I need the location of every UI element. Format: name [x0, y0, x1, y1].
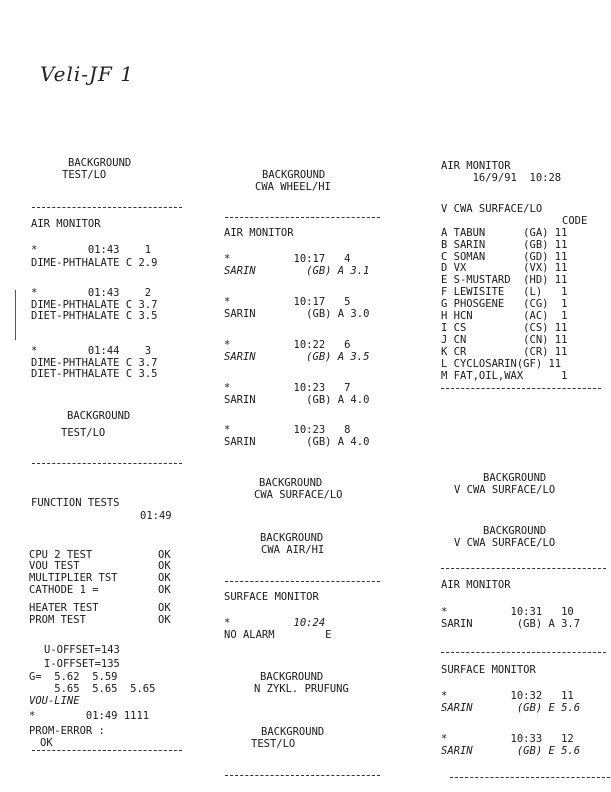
surface-monitor-entry-1-time: * 10:32 11 — [441, 690, 574, 702]
divider — [225, 775, 380, 776]
u-offset: U-OFFSET=143 — [44, 644, 120, 656]
function-tests-title: FUNCTION TESTS — [31, 497, 120, 509]
agent-row: D VX (VX) 11 — [441, 262, 568, 274]
surface-monitor-status: NO ALARM E — [224, 629, 332, 641]
entry-agent: SARIN (GB) A 3.1 — [224, 265, 370, 277]
air-monitor-2-title: AIR MONITOR — [441, 579, 511, 591]
entry-3-line-2: DIET-PHTHALATE C 3.5 — [31, 368, 158, 380]
background-2-title: BACKGROUND — [67, 410, 131, 422]
background-1-title: BACKGROUND — [483, 472, 547, 484]
entry-1-time: * 01:43 1 — [31, 244, 152, 256]
i-offset: I-OFFSET=135 — [44, 658, 120, 670]
agent-row: J CN (CN) 11 — [441, 334, 568, 346]
background-3-title: BACKGROUND — [260, 532, 324, 544]
printout-strip-2 — [205, 0, 410, 792]
entry-3-time: * 01:44 3 — [31, 345, 152, 357]
background-2-title: BACKGROUND — [259, 477, 323, 489]
background-4-title: BACKGROUND — [260, 671, 324, 683]
surface-monitor-title: SURFACE MONITOR — [224, 591, 319, 603]
divider — [32, 750, 182, 751]
prom-error-ok: OK — [40, 737, 53, 749]
agent-row: I CS (CS) 11 — [441, 322, 568, 334]
surface-monitor-entry-2-time: * 10:33 12 — [441, 733, 574, 745]
printout-strip-1 — [0, 0, 205, 792]
agent-row: H HCN (AC) 1 — [441, 310, 568, 322]
surface-monitor-entry-1-agent: SARIN (GB) E 5.6 — [441, 702, 581, 714]
agent-row: L CYCLOSARIN(GF) 11 — [441, 358, 562, 370]
background-title: BACKGROUND — [68, 157, 132, 169]
entry-agent: SARIN (GB) A 4.0 — [224, 394, 370, 406]
test-row-2-result: OK — [158, 560, 171, 572]
function-tests-time: 01:49 — [140, 510, 172, 522]
agent-row: K CR (CR) 11 — [441, 346, 568, 358]
entry-time: * 10:23 8 — [224, 424, 351, 436]
test-row-6-result: OK — [158, 614, 171, 626]
background-1-subtitle: V CWA SURFACE/LO — [454, 484, 556, 496]
agent-row: A TABUN (GA) 11 — [441, 227, 568, 239]
surface-monitor-entry-2-agent: SARIN (GB) E 5.6 — [441, 745, 581, 757]
background-2-subtitle: TEST/LO — [61, 427, 106, 439]
entry-time: * 10:23 7 — [224, 382, 351, 394]
divider — [225, 581, 380, 582]
test-row-1-name: CPU 2 TEST — [29, 549, 93, 561]
prom-error: PROM-ERROR : — [29, 725, 105, 737]
agent-row: B SARIN (GB) 11 — [441, 239, 568, 251]
entry-3-line-1: DIME-PHTHALATE C 3.7 — [31, 357, 158, 369]
code-header: CODE — [562, 215, 588, 227]
test-row-2-name: VOU TEST — [29, 560, 80, 572]
g-values-1: G= 5.62 5.59 — [29, 671, 118, 683]
test-row-5-result: OK — [158, 602, 171, 614]
test-row-3-result: OK — [158, 572, 171, 584]
background-subtitle: CWA WHEEL/HI — [255, 181, 331, 193]
agent-row: C SOMAN (GD) 11 — [441, 251, 568, 263]
test-row-4-name: CATHODE 1 = — [29, 584, 99, 596]
entry-time: * 10:17 5 — [224, 296, 351, 308]
entry-time: * 10:17 4 — [224, 253, 351, 265]
air-monitor-2-agent: SARIN (GB) A 3.7 — [441, 618, 581, 630]
test-row-4-result: OK — [158, 584, 171, 596]
background-4-subtitle: N ZYKL. PRUFUNG — [254, 683, 349, 695]
entry-2-line-1: DIME-PHTHALATE C 3.7 — [31, 299, 158, 311]
entry-2-line-2: DIET-PHTHALATE C 3.5 — [31, 310, 158, 322]
entry-time: * 10:22 6 — [224, 339, 351, 351]
agent-row: G PHOSGENE (CG) 1 — [441, 298, 568, 310]
test-row-5-name: HEATER TEST — [29, 602, 99, 614]
background-title: BACKGROUND — [262, 169, 326, 181]
air-monitor-title: AIR MONITOR — [441, 160, 511, 172]
surface-monitor-title: SURFACE MONITOR — [441, 664, 536, 676]
air-monitor-title: AIR MONITOR — [31, 218, 101, 230]
entry-2-time: * 01:43 2 — [31, 287, 152, 299]
background-2-subtitle: CWA SURFACE/LO — [254, 489, 343, 501]
background-subtitle: TEST/LO — [62, 169, 107, 181]
divider — [441, 568, 606, 569]
test-row-3-name: MULTIPLIER TST — [29, 572, 118, 584]
cwa-title: V CWA SURFACE/LO — [441, 203, 543, 215]
test-row-1-result: OK — [158, 549, 171, 561]
background-5-subtitle: TEST/LO — [251, 738, 296, 750]
air-monitor-title: AIR MONITOR — [224, 227, 294, 239]
divider — [225, 217, 380, 218]
g-values-2: 5.65 5.65 5.65 — [29, 683, 156, 695]
final-time: * 01:49 1111 — [29, 710, 150, 722]
background-2-title: BACKGROUND — [483, 525, 547, 537]
entry-agent: SARIN (GB) A 4.0 — [224, 436, 370, 448]
test-row-6-name: PROM TEST — [29, 614, 86, 626]
agent-row: M FAT,OIL,WAX 1 — [441, 370, 568, 382]
vou-line: VOU-LINE — [29, 695, 80, 707]
agent-row: E S-MUSTARD (HD) 11 — [441, 274, 568, 286]
handwritten-note: Veli-JF 1 — [40, 62, 134, 86]
margin-mark — [15, 290, 16, 340]
divider — [32, 207, 182, 208]
entry-agent: SARIN (GB) A 3.5 — [224, 351, 370, 363]
background-2-subtitle: V CWA SURFACE/LO — [454, 537, 556, 549]
divider — [32, 463, 182, 464]
entry-1-line: DIME-PHTHALATE C 2.9 — [31, 257, 158, 269]
entry-agent: SARIN (GB) A 3.0 — [224, 308, 370, 320]
background-3-subtitle: CWA AIR/HI — [261, 544, 325, 556]
divider — [441, 388, 601, 389]
air-monitor-2-time: * 10:31 10 — [441, 606, 574, 618]
divider — [441, 652, 606, 653]
printout-strip-3 — [410, 0, 611, 792]
divider — [450, 777, 610, 778]
surface-monitor-time: * 10:24 — [224, 617, 326, 629]
air-monitor-datetime: 16/9/91 10:28 — [441, 172, 562, 184]
agent-row: F LEWISITE (L) 1 — [441, 286, 568, 298]
background-5-title: BACKGROUND — [261, 726, 325, 738]
